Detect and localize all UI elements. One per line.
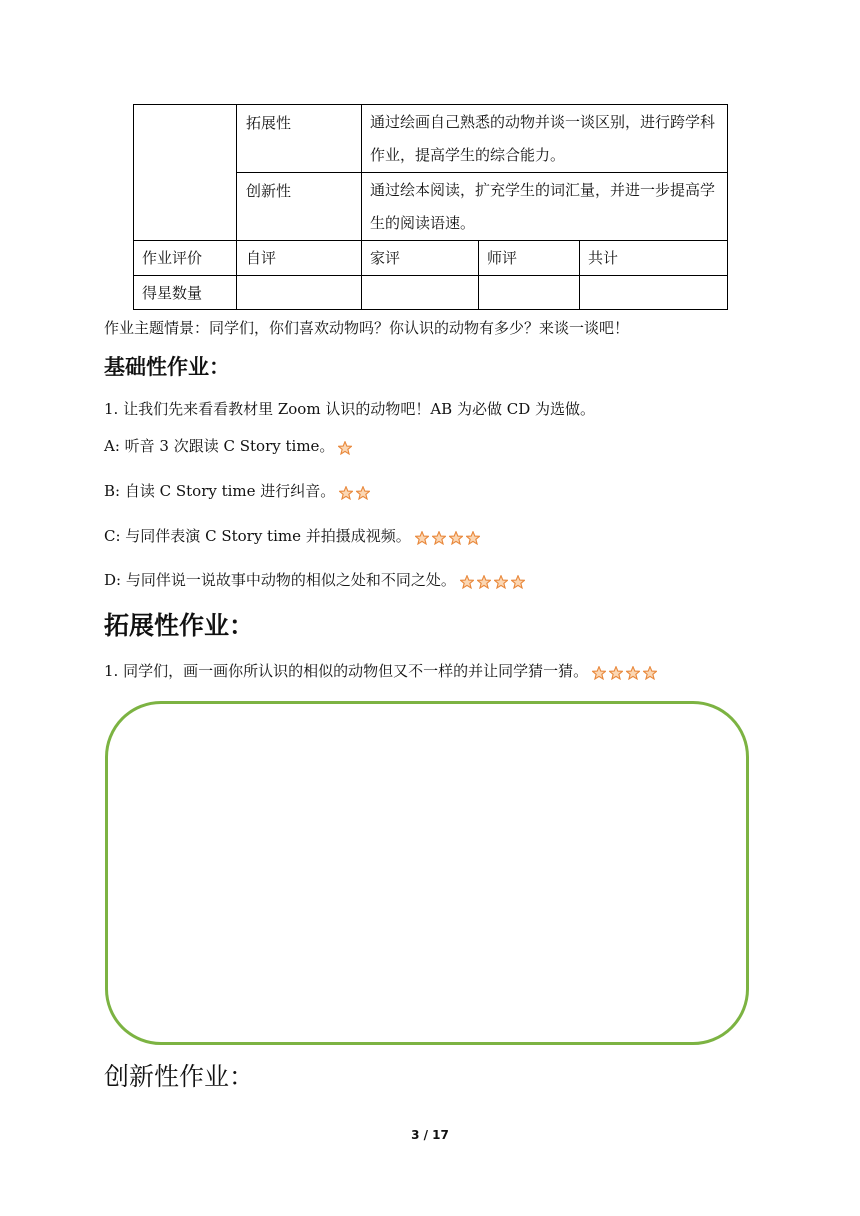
table-border <box>133 240 727 241</box>
star-rating <box>339 482 373 502</box>
star-icon <box>511 575 525 589</box>
table-border <box>361 104 362 310</box>
basic-item-b <box>104 481 373 502</box>
star-icon <box>338 441 352 455</box>
star-icon <box>460 575 474 589</box>
table-border <box>236 104 237 310</box>
item-text: 1. 同学们，画一画你所认识的相似的动物但又不一样的并让同学猜一猜。 <box>104 662 589 680</box>
star-icon <box>477 575 491 589</box>
star-icon <box>609 666 623 680</box>
basic-item-c <box>104 526 483 547</box>
table-cell-stars-label: 得星数量 <box>142 284 203 302</box>
table-cell-desc: 通过绘画自己熟悉的动物并谈一谈区别，进行跨学科作业，提高学生的综合能力。 <box>370 113 716 164</box>
star-icon <box>356 486 370 500</box>
section-title-innovate: 创新性作业： <box>104 1062 255 1091</box>
section-title-extend: 拓展性作业： <box>104 611 255 640</box>
table-cell-eval: 自评 <box>246 249 277 267</box>
star-icon <box>592 666 606 680</box>
star-rating <box>460 571 528 591</box>
item-text: D: 与同伴说一说故事中动物的相似之处和不同之处。 <box>104 571 456 589</box>
star-icon <box>643 666 657 680</box>
section-title-basic: 基础性作业： <box>104 355 230 379</box>
table-cell-eval: 师评 <box>487 249 518 267</box>
item-text: A: 听音 3 次跟读 C Story time。 <box>104 437 335 455</box>
basic-item-d <box>104 570 528 591</box>
table-cell-eval: 共计 <box>588 249 619 267</box>
table-border <box>133 104 727 105</box>
star-icon <box>415 531 429 545</box>
table-border <box>133 275 727 276</box>
table-cell-eval: 家评 <box>370 249 401 267</box>
star-icon <box>339 486 353 500</box>
intro-text: 作业主题情景：同学们，你们喜欢动物吗？你认识的动物有多少？来谈一谈吧！ <box>104 319 630 337</box>
star-icon <box>626 666 640 680</box>
table-cell-desc: 通过绘本阅读，扩充学生的词汇量，并进一步提高学生的阅读语速。 <box>370 181 716 232</box>
table-cell-eval: 作业评价 <box>142 249 203 267</box>
star-rating <box>415 527 483 547</box>
item-text: C: 与同伴表演 C Story time 并拍摄成视频。 <box>104 527 411 545</box>
star-icon <box>449 531 463 545</box>
table-border <box>133 104 134 310</box>
table-border <box>579 240 580 310</box>
drawing-area-box[interactable] <box>105 701 749 1045</box>
star-rating <box>338 437 355 457</box>
star-icon <box>466 531 480 545</box>
basic-task-1: 1. 让我们先来看看教材里 Zoom 认识的动物吧！AB 为必做 CD 为选做。 <box>104 400 595 418</box>
basic-item-a <box>104 436 355 457</box>
table-border <box>133 309 727 310</box>
extend-task-1 <box>104 661 660 682</box>
table-border <box>727 104 728 310</box>
page-number: 3 / 17 <box>411 1128 449 1142</box>
star-icon <box>494 575 508 589</box>
table-cell-type: 拓展性 <box>246 114 292 132</box>
table-border <box>478 240 479 310</box>
star-rating <box>592 662 660 682</box>
star-icon <box>432 531 446 545</box>
table-cell-type: 创新性 <box>246 182 292 200</box>
table-border <box>236 172 727 173</box>
item-text: B: 自读 C Story time 进行纠音。 <box>104 482 336 500</box>
